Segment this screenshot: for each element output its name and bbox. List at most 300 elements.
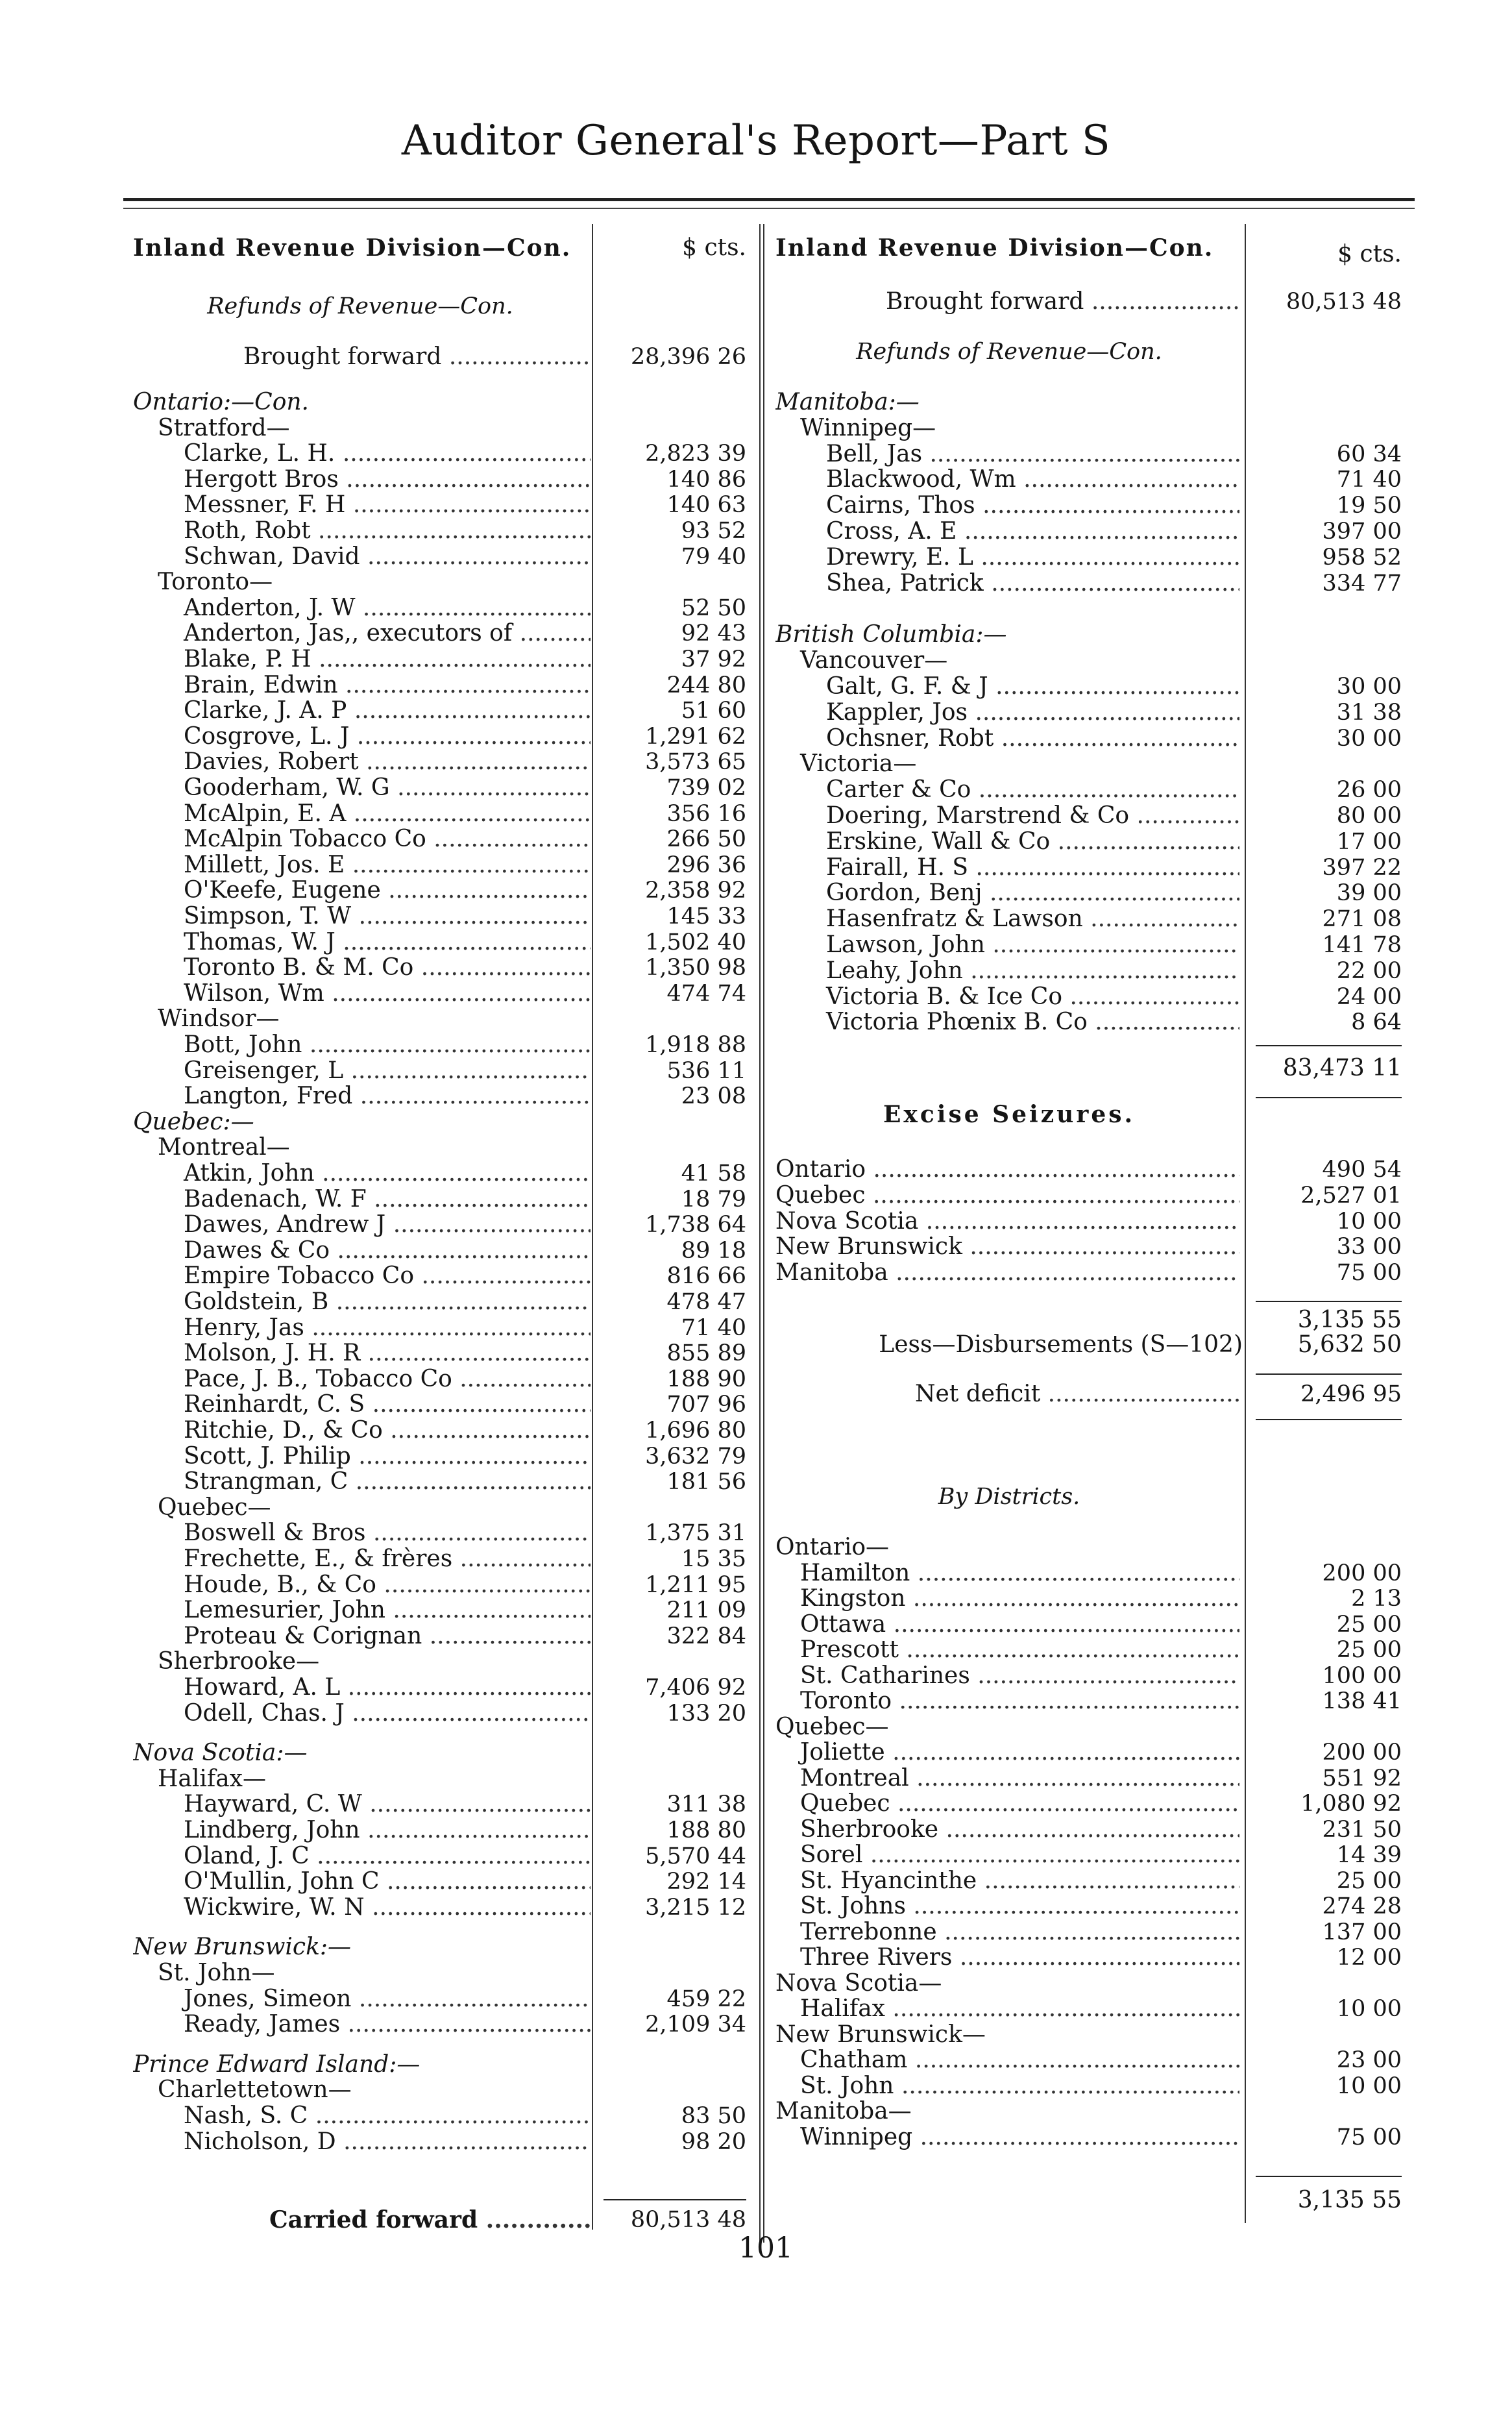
refund-row xyxy=(133,1263,746,1289)
row-label xyxy=(133,1135,591,1161)
refund-row xyxy=(133,1895,746,1921)
row-label-text: Davies, Robert xyxy=(184,749,359,776)
row-amount: 71 40 xyxy=(1336,467,1402,493)
row-amount: 311 38 xyxy=(666,1791,746,1818)
refund-row xyxy=(775,493,1402,519)
refund-row xyxy=(133,595,746,621)
row-label-text: Anderton, Jas,, executors of xyxy=(184,621,513,647)
row-amount: 19 50 xyxy=(1336,493,1402,519)
row-label xyxy=(133,801,591,827)
left-subheading: Refunds of Revenue—Con. xyxy=(207,293,513,319)
row-label xyxy=(133,2129,591,2155)
district-row xyxy=(775,1663,1402,1689)
row-label xyxy=(133,1817,591,1843)
less-disbursements-label: Less—Disbursements (S—102) xyxy=(879,1331,1243,1358)
district-group-row xyxy=(775,1971,1402,1997)
row-amount: 2 13 xyxy=(1351,1586,1402,1612)
row-label xyxy=(133,981,591,1007)
row-label-text: Cross, A. E xyxy=(826,519,957,545)
row-label-text: Empire Tobacco Co xyxy=(184,1263,414,1290)
refund-row xyxy=(133,2129,746,2155)
row-label xyxy=(133,1520,591,1546)
refund-row xyxy=(775,829,1402,855)
row-label xyxy=(775,467,1239,493)
row-label-text: O'Keefe, Eugene xyxy=(184,878,381,904)
refund-row xyxy=(775,1009,1402,1035)
row-label xyxy=(133,1161,591,1187)
row-amount: 244 80 xyxy=(666,672,746,698)
row-label xyxy=(133,1366,591,1392)
district-row xyxy=(775,1817,1402,1843)
row-label xyxy=(133,467,591,493)
excise-row xyxy=(775,1234,1402,1260)
row-label-text: Ritchie, D., & Co xyxy=(184,1418,383,1444)
row-label-text: Wilson, Wm xyxy=(184,980,324,1007)
row-label-text: Hasenfratz & Lawson xyxy=(826,906,1083,933)
net-deficit-row xyxy=(775,1381,1402,1407)
row-label-text: Atkin, John xyxy=(184,1161,315,1187)
city-heading-row xyxy=(133,1960,746,1986)
district-row xyxy=(775,1586,1402,1612)
row-amount: 2,823 39 xyxy=(645,441,746,467)
row-amount: 60 34 xyxy=(1336,441,1402,467)
right-column-header: $ cts. xyxy=(1337,241,1402,267)
row-amount: 855 89 xyxy=(666,1340,746,1367)
refund-row xyxy=(133,724,746,750)
city-heading-row xyxy=(133,1649,746,1675)
row-amount: 37 92 xyxy=(681,646,746,672)
row-amount: 75 00 xyxy=(1336,1260,1402,1286)
left-section-heading: Inland Revenue Division—Con. xyxy=(133,234,572,262)
city-heading-row xyxy=(775,415,1402,441)
row-label-text: Carter & Co xyxy=(826,777,971,804)
row-amount: 25 00 xyxy=(1336,1637,1402,1663)
row-amount: 1,080 92 xyxy=(1300,1791,1402,1817)
row-label-text: Pace, J. B., Tobacco Co xyxy=(184,1366,452,1392)
row-label-text: Blackwood, Wm xyxy=(826,467,1016,493)
row-amount: 28,396 26 xyxy=(630,344,746,370)
refund-row xyxy=(133,646,746,672)
row-label-text: Ochsner, Robt xyxy=(826,725,994,752)
refund-row xyxy=(133,749,746,775)
refund-row xyxy=(775,441,1402,467)
row-amount: 3,215 12 xyxy=(645,1894,746,1921)
row-label-text: Quebec xyxy=(800,1791,890,1817)
district-row xyxy=(775,2124,1402,2150)
refund-row xyxy=(133,1546,746,1572)
city-heading-row xyxy=(133,1006,746,1032)
row-label xyxy=(775,932,1239,958)
refund-row xyxy=(133,1340,746,1366)
row-label xyxy=(133,415,591,441)
row-label xyxy=(133,646,591,672)
brought-forward-row xyxy=(133,344,746,370)
row-label-text: Three Rivers xyxy=(800,1945,953,1971)
row-amount: 2,527 01 xyxy=(1300,1182,1402,1209)
row-label-text: Howard, A. L xyxy=(184,1675,341,1701)
refund-row xyxy=(133,1791,746,1817)
row-label-text: St. Hyancinthe xyxy=(800,1867,977,1894)
row-label-text: Nova Scotia xyxy=(775,1208,919,1235)
city-heading-row xyxy=(133,2077,746,2103)
row-amount: 10 00 xyxy=(1336,1996,1402,2022)
district-group-row xyxy=(775,1714,1402,1740)
row-amount: 30 00 xyxy=(1336,725,1402,752)
row-label xyxy=(133,1392,591,1418)
row-amount: 25 00 xyxy=(1336,1867,1402,1894)
refund-row xyxy=(133,1469,746,1495)
refund-row xyxy=(133,1032,746,1058)
city-heading-row xyxy=(133,1495,746,1521)
row-label-text: Doering, Marstrend & Co xyxy=(826,803,1130,829)
row-label xyxy=(133,1934,591,1960)
row-label-text: Cosgrove, L. J xyxy=(184,723,350,750)
row-label-text: Anderton, J. W xyxy=(184,595,356,621)
row-amount: 26 00 xyxy=(1336,777,1402,804)
row-label-text: Brought forward xyxy=(886,289,1084,315)
row-label-text: Boswell & Bros xyxy=(184,1520,366,1547)
city-heading-row xyxy=(775,751,1402,777)
row-amount: 71 40 xyxy=(681,1314,746,1341)
row-label xyxy=(133,852,591,878)
row-label-text: Odell, Chas. J xyxy=(184,1700,345,1727)
district-row xyxy=(775,1560,1402,1586)
row-label-text: Quebec xyxy=(775,1182,866,1209)
row-amount: 292 14 xyxy=(666,1869,746,1895)
row-label xyxy=(133,569,591,595)
row-label-text: Jones, Simeon xyxy=(184,1986,352,2012)
row-label xyxy=(775,1791,1239,1817)
district-row xyxy=(775,1868,1402,1894)
row-label-text: Brain, Edwin xyxy=(184,672,338,698)
refund-row xyxy=(133,775,746,801)
row-label-text: Victoria— xyxy=(800,751,917,778)
row-label xyxy=(775,1009,1239,1035)
refund-row xyxy=(133,621,746,646)
row-amount: 30 00 xyxy=(1336,674,1402,700)
refunds-total: 83,473 11 xyxy=(1282,1055,1402,1081)
row-label-text: Toronto B. & M. Co xyxy=(184,955,414,981)
row-amount: 80,513 48 xyxy=(1286,289,1402,315)
refund-row xyxy=(133,1572,746,1598)
refund-row xyxy=(133,1418,746,1444)
row-label-text: Terrebonne xyxy=(800,1919,937,1945)
row-label xyxy=(775,674,1239,700)
province-heading-row xyxy=(133,1934,746,1960)
refund-row xyxy=(133,904,746,929)
row-label-text: Goldstein, B xyxy=(184,1289,329,1315)
row-label xyxy=(775,1183,1239,1209)
row-label xyxy=(133,1675,591,1701)
row-label xyxy=(133,1546,591,1572)
city-heading-row xyxy=(133,415,746,441)
refund-row xyxy=(133,1161,746,1187)
row-label-text: Sorel xyxy=(800,1842,863,1868)
row-label xyxy=(133,1986,591,2012)
refund-row xyxy=(133,1675,746,1701)
row-amount: 12 00 xyxy=(1336,1945,1402,1971)
row-label xyxy=(133,1495,591,1521)
refund-row xyxy=(133,1315,746,1341)
row-label xyxy=(775,2022,1239,2048)
row-label xyxy=(133,749,591,775)
row-label-text: Brought forward xyxy=(243,344,442,370)
row-label xyxy=(775,1817,1239,1843)
row-label xyxy=(775,855,1239,881)
refund-row xyxy=(775,467,1402,493)
row-label xyxy=(775,1766,1239,1791)
row-label xyxy=(775,1157,1239,1183)
row-label-text: Manitoba— xyxy=(775,2099,912,2124)
row-label-text: Nova Scotia:— xyxy=(133,1740,308,1767)
row-amount: 2,358 92 xyxy=(645,878,746,904)
district-row xyxy=(775,1842,1402,1868)
excise-row xyxy=(775,1260,1402,1286)
row-amount: 92 43 xyxy=(681,621,746,647)
row-amount: 8 64 xyxy=(1351,1009,1402,1036)
row-label xyxy=(133,1006,591,1032)
row-label-text: Scott, J. Philip xyxy=(184,1443,351,1470)
row-amount: 7,406 92 xyxy=(645,1675,746,1701)
net-deficit-amount: 2,496 95 xyxy=(1300,1381,1402,1407)
row-label xyxy=(133,1444,591,1470)
row-amount: 1,211 95 xyxy=(645,1571,746,1598)
refund-row xyxy=(133,1444,746,1470)
row-label xyxy=(133,1340,591,1366)
refund-row xyxy=(133,1289,746,1315)
districts-total-rule xyxy=(1256,2176,1402,2177)
row-label xyxy=(133,1187,591,1212)
row-label xyxy=(133,1238,591,1264)
refund-row xyxy=(775,855,1402,881)
row-label xyxy=(775,726,1239,752)
by-districts-heading: By Districts. xyxy=(938,1484,1080,1510)
row-amount: 89 18 xyxy=(681,1237,746,1264)
refund-row xyxy=(133,1623,746,1649)
row-label-text: Ontario— xyxy=(775,1534,890,1560)
row-label xyxy=(133,698,591,724)
row-amount: 24 00 xyxy=(1336,983,1402,1010)
row-label xyxy=(775,389,1239,415)
row-label xyxy=(775,289,1239,315)
row-amount: 145 33 xyxy=(666,904,746,929)
refund-row xyxy=(133,2103,746,2129)
row-amount: 271 08 xyxy=(1322,906,1402,933)
row-label xyxy=(775,1842,1239,1868)
district-row xyxy=(775,1612,1402,1638)
refund-row xyxy=(133,801,746,827)
province-heading-row xyxy=(775,622,1402,648)
row-label-text: Halifax— xyxy=(158,1766,266,1792)
row-label-text: Blake, P. H xyxy=(184,646,311,672)
row-label-text: Clarke, J. A. P xyxy=(184,698,347,724)
row-label xyxy=(133,1289,591,1315)
row-amount: 83 50 xyxy=(681,2103,746,2129)
row-amount: 80,513 48 xyxy=(630,2207,746,2233)
net-deficit-text: Net deficit xyxy=(915,1381,1041,1407)
refund-row xyxy=(133,1212,746,1238)
row-label-text: Shea, Patrick xyxy=(826,570,984,597)
row-label-text: New Brunswick:— xyxy=(133,1934,352,1961)
row-label xyxy=(775,545,1239,571)
row-label-text: Windsor— xyxy=(158,1006,280,1033)
row-label xyxy=(775,984,1239,1010)
row-label xyxy=(775,958,1239,984)
right-subheading: Refunds of Revenue—Con. xyxy=(856,339,1162,365)
row-amount: 14 39 xyxy=(1336,1842,1402,1868)
row-label-text: Langton, Fred xyxy=(184,1083,353,1110)
row-label xyxy=(133,1843,591,1869)
row-amount: 551 92 xyxy=(1322,1765,1402,1791)
row-label xyxy=(775,1688,1239,1714)
row-amount: 739 02 xyxy=(666,775,746,801)
row-label-text: Dawes, Andrew J xyxy=(184,1212,386,1238)
row-label-text: Sherbrooke xyxy=(800,1816,939,1843)
row-label xyxy=(133,1701,591,1727)
row-label xyxy=(775,2047,1239,2073)
row-label-text: Ontario xyxy=(775,1157,866,1183)
row-label xyxy=(133,1869,591,1895)
carried-forward-row xyxy=(133,2207,746,2233)
row-label-text: Lemesurier, John xyxy=(184,1597,385,1624)
row-amount: 41 58 xyxy=(681,1161,746,1187)
row-label-text: Winnipeg— xyxy=(800,415,936,441)
row-label-text: Victoria Phœnix B. Co xyxy=(826,1009,1088,1036)
row-label-text: Roth, Robt xyxy=(184,518,311,544)
row-label xyxy=(133,1766,591,1792)
row-label-text: Winnipeg xyxy=(800,2124,913,2150)
row-label-text: British Columbia:— xyxy=(775,622,1007,648)
refund-row xyxy=(133,1058,746,1084)
refund-row xyxy=(775,958,1402,984)
row-label-text: Reinhardt, C. S xyxy=(184,1392,365,1418)
row-label xyxy=(133,621,591,646)
refund-row xyxy=(133,1986,746,2012)
row-label xyxy=(775,493,1239,519)
row-label xyxy=(775,441,1239,467)
district-row xyxy=(775,2073,1402,2099)
row-label xyxy=(775,1637,1239,1663)
row-amount: 5,570 44 xyxy=(645,1843,746,1869)
refund-row xyxy=(133,467,746,493)
refund-row xyxy=(133,1843,746,1869)
row-amount: 10 00 xyxy=(1336,1208,1402,1235)
row-amount: 1,375 31 xyxy=(645,1520,746,1547)
row-label-text: Gooderham, W. G xyxy=(184,775,390,801)
refund-row xyxy=(133,878,746,904)
row-label xyxy=(775,1612,1239,1638)
row-label-text: Drewry, E. L xyxy=(826,544,973,571)
refund-row xyxy=(133,1701,746,1727)
row-label xyxy=(133,1032,591,1058)
city-heading-row xyxy=(133,569,746,595)
row-amount: 707 96 xyxy=(666,1392,746,1418)
row-label-text: Hergott Bros xyxy=(184,466,339,493)
row-label-text: Galt, G. F. & J xyxy=(826,674,988,700)
row-label xyxy=(133,1109,591,1135)
row-label xyxy=(775,2099,1239,2124)
row-label-text: Toronto xyxy=(800,1688,892,1714)
row-label-text: Leahy, John xyxy=(826,957,963,984)
row-label-text: Bott, John xyxy=(184,1032,302,1058)
row-label xyxy=(133,2012,591,2037)
row-label-text: Toronto— xyxy=(158,569,273,596)
refund-row xyxy=(133,1187,746,1212)
row-amount: 1,918 88 xyxy=(645,1032,746,1058)
row-label-text: McAlpin, E. A xyxy=(184,800,347,827)
city-heading-row xyxy=(133,1766,746,1792)
row-label xyxy=(133,2103,591,2129)
row-amount: 31 38 xyxy=(1336,699,1402,726)
row-amount: 274 28 xyxy=(1322,1893,1402,1919)
district-row xyxy=(775,1919,1402,1945)
row-label xyxy=(775,1663,1239,1689)
refund-row xyxy=(775,674,1402,700)
row-amount: 15 35 xyxy=(681,1546,746,1572)
district-row xyxy=(775,1688,1402,1714)
less-disbursements-amount: 5,632 50 xyxy=(1297,1331,1402,1358)
row-label-text: Ready, James xyxy=(184,2012,341,2038)
row-label-text: Gordon, Benj xyxy=(826,880,982,907)
row-amount: 138 41 xyxy=(1322,1688,1402,1714)
row-label-text: Erskine, Wall & Co xyxy=(826,828,1051,855)
row-label-text: Ottawa xyxy=(800,1611,886,1638)
row-amount: 490 54 xyxy=(1322,1157,1402,1183)
row-label-text: Greisenger, L xyxy=(184,1057,344,1084)
row-label-text: McAlpin Tobacco Co xyxy=(184,826,426,853)
refunds-total-rule xyxy=(1256,1045,1402,1046)
page-title: Auditor General's Report—Part S xyxy=(401,117,1111,165)
row-label-text: Manitoba xyxy=(775,1260,888,1286)
row-label xyxy=(133,1572,591,1598)
row-label-text: Bell, Jas xyxy=(826,441,923,467)
row-amount: 100 00 xyxy=(1322,1662,1402,1689)
left-column-header: $ cts. xyxy=(682,234,746,261)
refund-row xyxy=(133,698,746,724)
row-label-text: Badenach, W. F xyxy=(184,1186,367,1212)
row-label xyxy=(775,1534,1239,1560)
row-amount: 140 63 xyxy=(666,492,746,519)
row-label-text: Chatham xyxy=(800,2047,908,2073)
province-heading-row xyxy=(133,389,746,415)
row-label-text: Nash, S. C xyxy=(184,2103,308,2129)
row-label xyxy=(133,1740,591,1766)
row-label-text: O'Mullin, John C xyxy=(184,1869,380,1895)
row-label xyxy=(133,1623,591,1649)
row-label-text: Molson, J. H. R xyxy=(184,1340,361,1367)
row-amount: 33 00 xyxy=(1336,1234,1402,1261)
row-label-text: Schwan, David xyxy=(184,543,360,570)
row-amount: 1,291 62 xyxy=(645,723,746,750)
row-amount: 137 00 xyxy=(1322,1919,1402,1945)
row-label xyxy=(775,648,1239,674)
refund-row xyxy=(133,492,746,518)
row-label-text: Montreal xyxy=(800,1765,909,1791)
row-label xyxy=(775,1919,1239,1945)
row-label-text: Quebec— xyxy=(775,1714,889,1740)
row-amount: 181 56 xyxy=(666,1469,746,1496)
row-label-text: Millett, Jos. E xyxy=(184,852,345,878)
row-label-text: New Brunswick— xyxy=(775,2021,986,2048)
excise-row xyxy=(775,1183,1402,1209)
row-amount: 93 52 xyxy=(681,518,746,544)
province-heading-row xyxy=(133,2052,746,2078)
row-label-text: St. John xyxy=(800,2073,894,2099)
row-label-text: Prince Edward Island:— xyxy=(133,2051,421,2078)
row-label xyxy=(133,441,591,467)
row-amount: 296 36 xyxy=(666,852,746,878)
net-deficit-label xyxy=(775,1381,1239,1407)
